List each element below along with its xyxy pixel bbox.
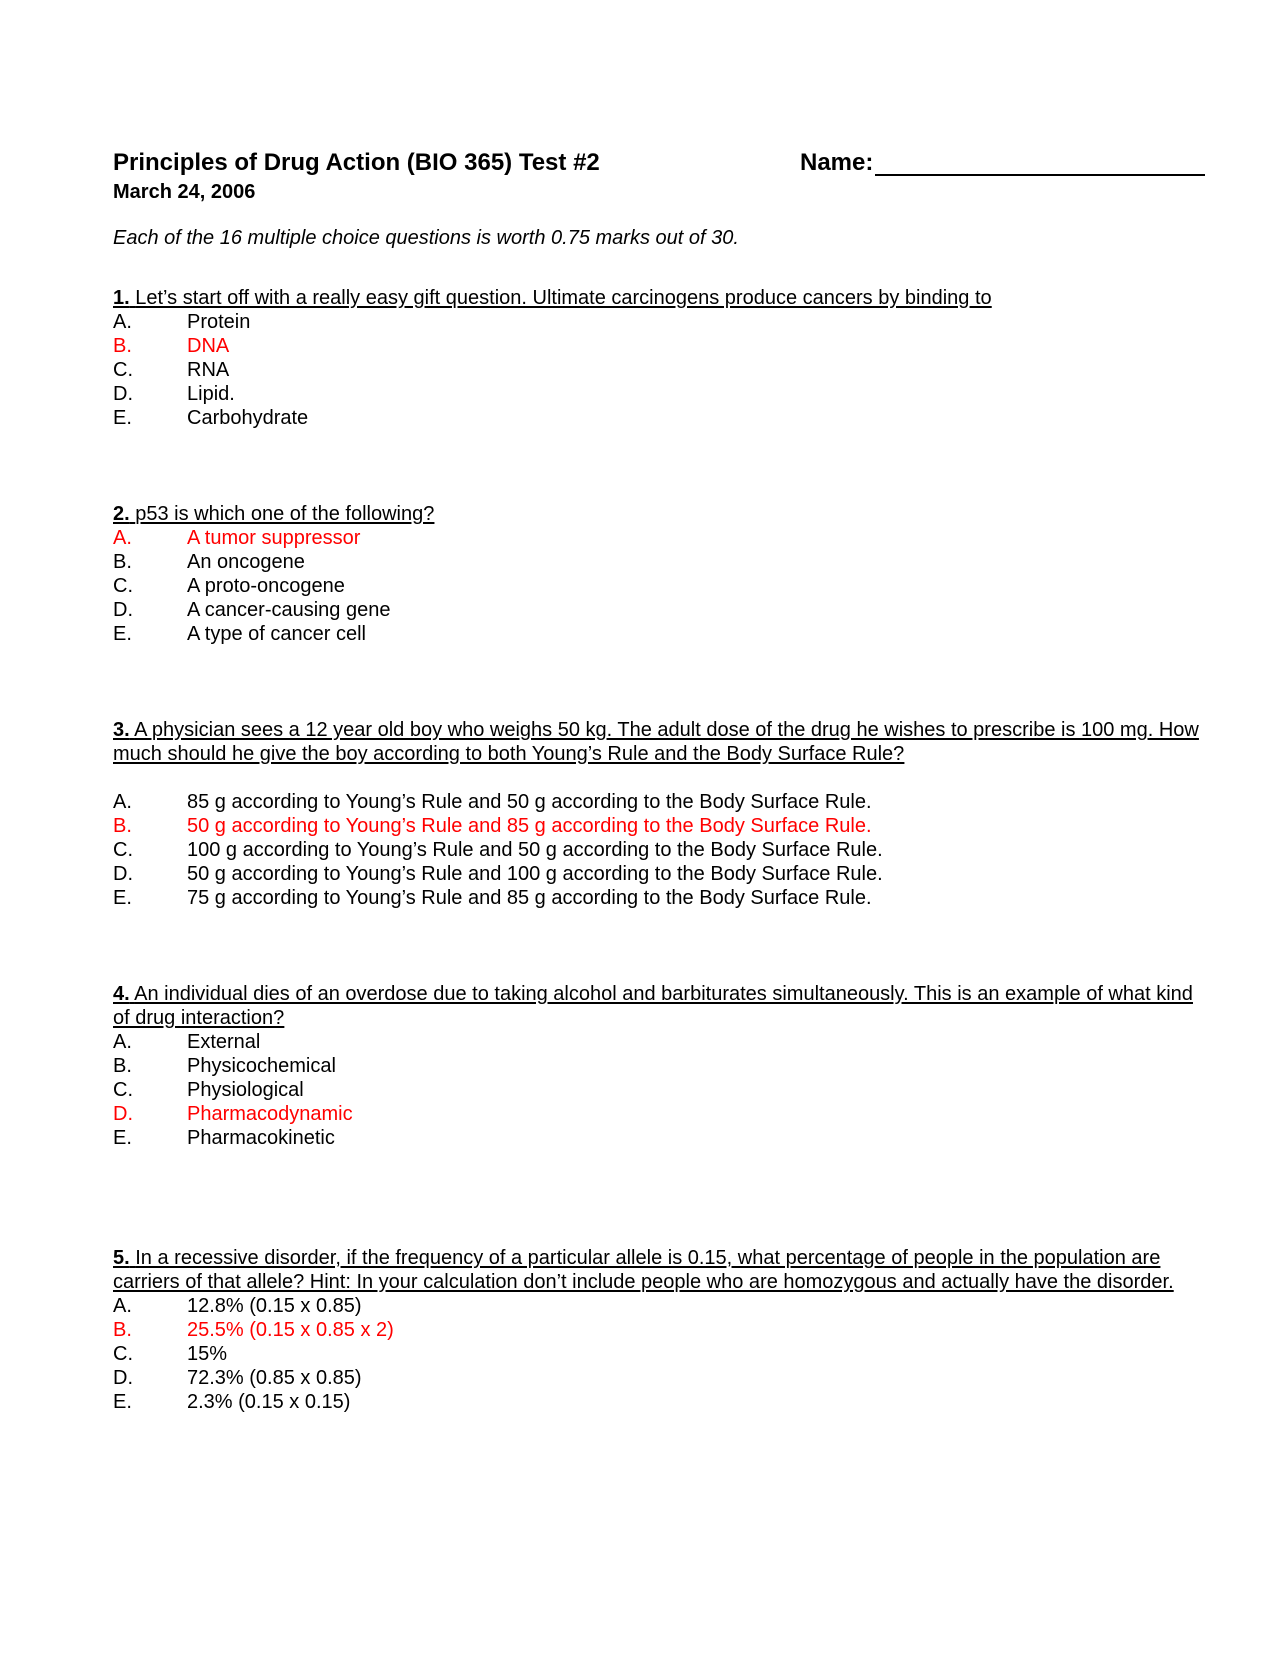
option-c [113,358,1203,382]
option-letter: D. [113,1103,133,1125]
option-d-correct [113,1102,1203,1126]
option-b [113,550,1203,574]
spacer [113,766,1203,790]
question-number: 5. [113,1247,130,1269]
option-letter: A. [113,791,132,813]
option-letter: D. [113,863,133,885]
name-blank-line[interactable] [875,150,1205,176]
option-text: 75 g according to Young’s Rule and 85 g according to the Body Surface Rule. [187,887,872,909]
option-letter: E. [113,407,132,429]
option-a [113,1030,1203,1054]
option-d [113,598,1203,622]
option-text: RNA [187,359,230,381]
answer-options [113,790,1203,910]
question-text: A physician sees a 12 year old boy who weighs 50 kg. The adult dose of the drug he wishes to prescribe is 100 mg. How much should he give the boy according to both Young’s Rule and the Body Surface Rule? [113,719,1199,765]
option-c [113,1342,1203,1366]
option-a [113,790,1203,814]
option-text: Lipid. [187,383,235,405]
option-b-correct [113,334,1203,358]
option-text: 50 g according to Young’s Rule and 85 g according to the Body Surface Rule. [187,815,872,837]
option-a-correct [113,526,1203,550]
answer-options [113,526,1203,646]
question-1 [113,286,1203,430]
option-letter: E. [113,1127,132,1149]
question-stem [113,286,1203,310]
option-text: A proto-oncogene [187,575,345,597]
option-text: 15% [187,1343,228,1365]
option-e [113,886,1203,910]
question-number: 2. [113,503,130,525]
option-e [113,406,1203,430]
option-e [113,1126,1203,1150]
question-text: Let’s start off with a really easy gift question. Ultimate carcinogens produce cancers by binding to [135,287,992,309]
option-letter: D. [113,383,133,405]
option-letter: B. [113,551,132,573]
option-text: 12.8% (0.15 x 0.85) [187,1295,362,1317]
question-number: 4. [113,983,130,1005]
option-letter: A. [113,311,132,333]
option-text: 100 g according to Young’s Rule and 50 g according to the Body Surface Rule. [187,839,883,861]
option-text: Physicochemical [187,1055,336,1077]
option-text: Protein [187,311,251,333]
question-4 [113,982,1203,1150]
option-letter: E. [113,623,132,645]
option-letter: E. [113,887,132,909]
question-stem [113,982,1203,1030]
option-text: 85 g according to Young’s Rule and 50 g according to the Body Surface Rule. [187,791,872,813]
option-letter: A. [113,1295,132,1317]
answer-options [113,1294,1203,1414]
option-b [113,1054,1203,1078]
question-5 [113,1246,1203,1414]
answer-options [113,1030,1203,1150]
question-number: 1. [113,287,130,309]
option-c [113,574,1203,598]
option-e [113,622,1203,646]
exam-date: March 24, 2006 [113,181,256,203]
question-number: 3. [113,719,130,741]
option-text: Pharmacokinetic [187,1127,335,1149]
question-2 [113,502,1203,646]
option-text: 50 g according to Young’s Rule and 100 g according to the Body Surface Rule. [187,863,883,885]
option-letter: D. [113,1367,133,1389]
option-text: A type of cancer cell [187,623,366,645]
option-e [113,1390,1203,1414]
option-letter: B. [113,1319,132,1341]
question-3 [113,718,1203,910]
option-text: 25.5% (0.15 x 0.85 x 2) [187,1319,394,1341]
question-stem [113,1246,1203,1294]
question-stem [113,502,1203,526]
option-text: DNA [187,335,230,357]
option-text: 2.3% (0.15 x 0.15) [187,1391,351,1413]
question-text: p53 is which one of the following? [135,503,435,525]
answer-options [113,310,1203,430]
option-b-correct [113,1318,1203,1342]
option-text: An oncogene [187,551,305,573]
option-c [113,838,1203,862]
option-text: 72.3% (0.85 x 0.85) [187,1367,362,1389]
name-label: Name: [800,149,874,176]
option-letter: E. [113,1391,132,1413]
option-letter: A. [113,527,132,549]
option-letter: B. [113,1055,132,1077]
instructions: Each of the 16 multiple choice questions is worth 0.75 marks out of 30. [113,227,739,249]
option-d [113,1366,1203,1390]
option-d [113,382,1203,406]
option-letter: C. [113,359,133,381]
exam-title: Principles of Drug Action (BIO 365) Test #2 [113,149,600,176]
option-text: Physiological [187,1079,304,1101]
option-letter: D. [113,599,133,621]
option-letter: C. [113,1343,133,1365]
name-field [800,150,1205,176]
option-a [113,1294,1203,1318]
option-b-correct [113,814,1203,838]
option-d [113,862,1203,886]
option-text: Carbohydrate [187,407,309,429]
option-letter: B. [113,335,132,357]
option-text: A cancer-causing gene [187,599,391,621]
option-text: A tumor suppressor [187,527,361,549]
question-text: In a recessive disorder, if the frequency of a particular allele is 0.15, what percentage of people in the population are carriers of that allele? Hint: In your calculation don’t include people who are homozygous and actually have the disorder. [113,1247,1174,1293]
option-text: External [187,1031,261,1053]
option-letter: C. [113,1079,133,1101]
option-letter: B. [113,815,132,837]
option-a [113,310,1203,334]
question-stem [113,718,1203,766]
option-text: Pharmacodynamic [187,1103,353,1125]
question-text: An individual dies of an overdose due to taking alcohol and barbiturates simultaneously. This is an example of what kind of drug interaction? [113,983,1193,1029]
option-letter: C. [113,839,133,861]
option-letter: C. [113,575,133,597]
option-letter: A. [113,1031,132,1053]
option-c [113,1078,1203,1102]
